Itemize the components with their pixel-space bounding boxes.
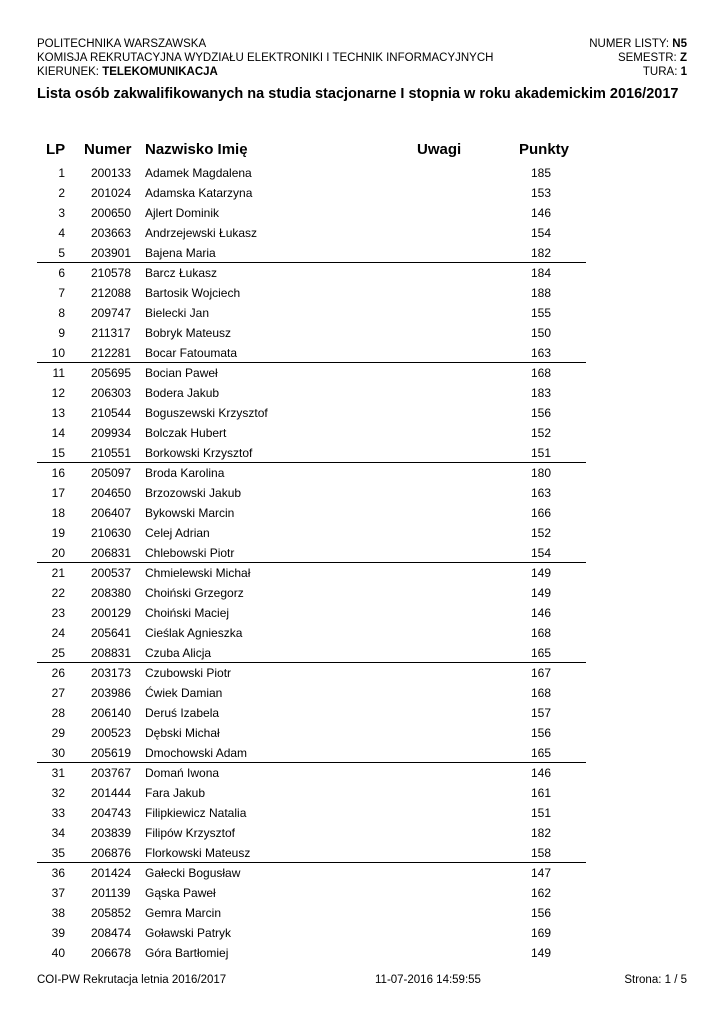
table-row: [37, 243, 586, 263]
row-points: 151: [530, 806, 552, 820]
table-row: [37, 223, 586, 243]
row-points: 149: [530, 586, 552, 600]
table-row: [37, 903, 586, 923]
row-number: 208474: [90, 926, 132, 940]
row-number: 209934: [90, 426, 132, 440]
row-points: 156: [530, 726, 552, 740]
row-points: 169: [530, 926, 552, 940]
row-number: 205097: [90, 466, 132, 480]
semester-label: SEMESTR:: [617, 52, 677, 64]
list-number: [589, 37, 687, 51]
row-number: 205695: [90, 366, 132, 380]
row-lp: 34: [51, 826, 65, 840]
table-row: [37, 463, 586, 483]
row-number: 206303: [90, 386, 132, 400]
row-lp: 36: [51, 866, 65, 880]
table-row: [37, 803, 586, 823]
row-points: 152: [530, 426, 552, 440]
semester: [589, 51, 687, 65]
row-name: Bartosik Wojciech: [145, 286, 241, 300]
row-number: 203173: [90, 666, 132, 680]
results-table: [37, 163, 586, 963]
row-name: Adamska Katarzyna: [145, 186, 253, 200]
row-lp: 37: [51, 886, 65, 900]
row-points: 168: [530, 686, 552, 700]
row-points: 153: [530, 186, 552, 200]
row-name: Czuba Alicja: [145, 646, 212, 660]
row-lp: 2: [58, 186, 65, 200]
row-lp: 39: [51, 926, 65, 940]
semester-value: Z: [679, 52, 687, 64]
row-lp: 35: [51, 846, 65, 860]
row-name: Gemra Marcin: [145, 906, 222, 920]
row-lp: 1: [58, 166, 65, 180]
table-header: [37, 141, 586, 161]
row-number: 201444: [90, 786, 132, 800]
row-number: 204743: [90, 806, 132, 820]
row-points: 163: [530, 486, 552, 500]
table-row: [37, 563, 586, 583]
row-lp: 31: [51, 766, 65, 780]
row-points: 154: [530, 226, 552, 240]
table-row: [37, 383, 586, 403]
row-number: 203901: [90, 246, 132, 260]
row-lp: 32: [51, 786, 65, 800]
column-header-number: Numer: [84, 141, 132, 158]
row-lp: 11: [52, 366, 65, 380]
row-name: Bykowski Marcin: [145, 506, 235, 520]
row-lp: 14: [51, 426, 65, 440]
row-lp: 4: [58, 226, 65, 240]
row-name: Cieślak Agnieszka: [145, 626, 243, 640]
page-title: Lista osób zakwalifikowanych na studia stacjonarne I stopnia w roku akademickim 2016/2017: [37, 86, 679, 102]
row-points: 166: [530, 506, 552, 520]
row-name: Bocian Paweł: [145, 366, 218, 380]
row-lp: 5: [58, 246, 65, 260]
row-points: 188: [530, 286, 552, 300]
table-row: [37, 923, 586, 943]
table-row: [37, 203, 586, 223]
row-points: 158: [530, 846, 552, 860]
row-name: Bobryk Mateusz: [145, 326, 232, 340]
row-lp: 15: [51, 446, 65, 460]
footer-timestamp: 11-07-2016 14:59:55: [375, 974, 481, 986]
table-row: [37, 323, 586, 343]
table-row: [37, 263, 586, 283]
row-number: 200523: [90, 726, 132, 740]
row-points: 152: [530, 526, 552, 540]
row-number: 200650: [90, 206, 132, 220]
row-points: 183: [530, 386, 552, 400]
row-name: Celej Adrian: [145, 526, 210, 540]
row-lp: 38: [51, 906, 65, 920]
column-header-lp: LP: [46, 141, 66, 158]
row-lp: 9: [58, 326, 65, 340]
row-name: Chmielewski Michał: [145, 566, 251, 580]
row-name: Bielecki Jan: [145, 306, 210, 320]
row-number: 201424: [90, 866, 132, 880]
row-name: Domań Iwona: [145, 766, 220, 780]
row-number: 200133: [90, 166, 132, 180]
table-row: [37, 763, 586, 783]
table-row: [37, 943, 586, 963]
list-number-value: N5: [672, 38, 687, 50]
row-lp: 29: [51, 726, 65, 740]
row-points: 161: [530, 786, 552, 800]
row-lp: 30: [51, 746, 65, 760]
table-row: [37, 283, 586, 303]
table-row: [37, 423, 586, 443]
table-row: [37, 743, 586, 763]
column-header-name: Nazwisko Imię: [145, 141, 248, 158]
table-row: [37, 483, 586, 503]
row-number: 203839: [90, 826, 132, 840]
row-number: 208831: [90, 646, 132, 660]
row-lp: 23: [51, 606, 65, 620]
row-lp: 21: [51, 566, 65, 580]
table-row: [37, 503, 586, 523]
row-lp: 40: [51, 946, 65, 960]
row-name: Deruś Izabela: [145, 706, 220, 720]
table-row: [37, 183, 586, 203]
row-lp: 10: [51, 346, 65, 360]
row-points: 151: [530, 446, 552, 460]
row-points: 168: [530, 366, 552, 380]
row-number: 201024: [90, 186, 132, 200]
row-number: 210630: [90, 526, 132, 540]
row-points: 167: [530, 666, 552, 680]
table-row: [37, 623, 586, 643]
row-number: 206140: [90, 706, 132, 720]
document-header-left: [37, 37, 493, 79]
row-number: 200537: [90, 566, 132, 580]
round-label: TURA:: [642, 66, 678, 78]
row-points: 146: [530, 206, 552, 220]
table-row: [37, 823, 586, 843]
row-lp: 16: [51, 466, 65, 480]
table-row: [37, 663, 586, 683]
row-name: Czubowski Piotr: [145, 666, 232, 680]
row-name: Barcz Łukasz: [145, 266, 218, 280]
field-of-study: [37, 65, 493, 79]
row-points: 182: [530, 826, 552, 840]
row-lp: 25: [51, 646, 65, 660]
row-number: 200129: [90, 606, 132, 620]
table-row: [37, 783, 586, 803]
university-name: POLITECHNIKA WARSZAWSKA: [37, 38, 207, 50]
row-name: Ajlert Dominik: [145, 206, 220, 220]
row-points: 162: [530, 886, 552, 900]
row-lp: 7: [58, 286, 65, 300]
footer-system: COI-PW Rekrutacja letnia 2016/2017: [37, 974, 227, 986]
row-name: Adamek Magdalena: [145, 166, 252, 180]
row-number: 211317: [91, 326, 131, 340]
row-number: 205852: [90, 906, 132, 920]
column-header-points: Punkty: [519, 141, 570, 158]
row-points: 150: [530, 326, 552, 340]
row-lp: 17: [51, 486, 65, 500]
row-number: 204650: [90, 486, 132, 500]
table-row: [37, 603, 586, 623]
row-points: 182: [530, 246, 552, 260]
row-number: 205641: [90, 626, 132, 640]
row-name: Filipów Krzysztof: [145, 826, 236, 840]
row-number: 212088: [90, 286, 132, 300]
row-lp: 28: [51, 706, 65, 720]
document-header-right: [589, 37, 687, 79]
row-lp: 13: [51, 406, 65, 420]
row-points: 156: [530, 406, 552, 420]
row-lp: 8: [58, 306, 65, 320]
table-row: [37, 683, 586, 703]
row-lp: 19: [51, 526, 65, 540]
row-lp: 33: [51, 806, 65, 820]
row-number: 205619: [90, 746, 132, 760]
table-row: [37, 703, 586, 723]
table-row: [37, 543, 586, 563]
row-name: Broda Karolina: [145, 466, 225, 480]
row-points: 185: [530, 166, 552, 180]
row-name: Boguszewski Krzysztof: [145, 406, 268, 420]
row-points: 168: [530, 626, 552, 640]
row-points: 147: [530, 866, 552, 880]
row-number: 210578: [90, 266, 132, 280]
row-name: Choiński Maciej: [145, 606, 230, 620]
row-name: Góra Bartłomiej: [145, 946, 229, 960]
row-name: Andrzejewski Łukasz: [145, 226, 258, 240]
row-name: Fara Jakub: [145, 786, 206, 800]
row-number: 203663: [90, 226, 132, 240]
row-points: 154: [530, 546, 552, 560]
row-name: Gąska Paweł: [145, 886, 216, 900]
row-points: 156: [530, 906, 552, 920]
row-points: 149: [530, 566, 552, 580]
row-number: 209747: [90, 306, 132, 320]
row-name: Bajena Maria: [145, 246, 216, 260]
table-row: [37, 883, 586, 903]
row-name: Borkowski Krzysztof: [145, 446, 253, 460]
row-lp: 20: [51, 546, 65, 560]
row-lp: 3: [58, 206, 65, 220]
table-row: [37, 723, 586, 743]
field-label: KIERUNEK:: [37, 66, 99, 78]
row-number: 206876: [90, 846, 132, 860]
table-row: [37, 303, 586, 323]
row-number: 206831: [90, 546, 132, 560]
row-points: 146: [530, 606, 552, 620]
row-number: 203767: [90, 766, 132, 780]
row-points: 165: [530, 746, 552, 760]
table-row: [37, 443, 586, 463]
row-points: 165: [530, 646, 552, 660]
row-name: Brzozowski Jakub: [145, 486, 242, 500]
row-number: 212281: [90, 346, 132, 360]
row-number: 203986: [90, 686, 132, 700]
list-number-label: NUMER LISTY:: [589, 38, 670, 50]
row-name: Filipkiewicz Natalia: [145, 806, 247, 820]
row-name: Dębski Michał: [145, 726, 220, 740]
row-number: 201139: [91, 886, 131, 900]
table-row: [37, 343, 586, 363]
row-points: 146: [530, 766, 552, 780]
row-name: Gałecki Bogusław: [145, 866, 241, 880]
row-name: Florkowski Mateusz: [145, 846, 251, 860]
table-row: [37, 863, 586, 883]
row-name: Goławski Patryk: [145, 926, 232, 940]
round: [589, 65, 687, 79]
row-lp: 27: [51, 686, 65, 700]
row-name: Dmochowski Adam: [145, 746, 248, 760]
row-name: Bolczak Hubert: [145, 426, 227, 440]
row-lp: 12: [51, 386, 65, 400]
row-points: 180: [530, 466, 552, 480]
row-number: 206407: [90, 506, 132, 520]
row-number: 208380: [90, 586, 132, 600]
row-number: 210551: [90, 446, 132, 460]
row-name: Bodera Jakub: [145, 386, 220, 400]
column-header-notes: Uwagi: [417, 141, 462, 158]
row-lp: 18: [51, 506, 65, 520]
row-points: 155: [530, 306, 552, 320]
row-name: Chlebowski Piotr: [145, 546, 235, 560]
row-number: 206678: [90, 946, 132, 960]
row-points: 163: [530, 346, 552, 360]
row-lp: 24: [51, 626, 65, 640]
round-value: 1: [680, 66, 687, 78]
row-points: 184: [530, 266, 552, 280]
table-row: [37, 643, 586, 663]
committee-name: KOMISJA REKRUTACYJNA WYDZIAŁU ELEKTRONIKI I TECHNIK INFORMACYJNYCH: [37, 52, 494, 64]
table-row: [37, 843, 586, 863]
row-name: Bocar Fatoumata: [145, 346, 238, 360]
row-points: 149: [530, 946, 552, 960]
table-row: [37, 363, 586, 383]
row-name: Choiński Grzegorz: [145, 586, 244, 600]
table-row: [37, 163, 586, 183]
row-number: 210544: [90, 406, 132, 420]
row-points: 157: [530, 706, 552, 720]
row-lp: 22: [51, 586, 65, 600]
row-lp: 6: [58, 266, 65, 280]
table-row: [37, 403, 586, 423]
table-row: [37, 523, 586, 543]
row-name: Ćwiek Damian: [145, 686, 223, 700]
row-lp: 26: [51, 666, 65, 680]
footer-page-number: Strona: 1 / 5: [624, 974, 687, 986]
field-value: TELEKOMUNIKACJA: [102, 66, 218, 78]
table-row: [37, 583, 586, 603]
